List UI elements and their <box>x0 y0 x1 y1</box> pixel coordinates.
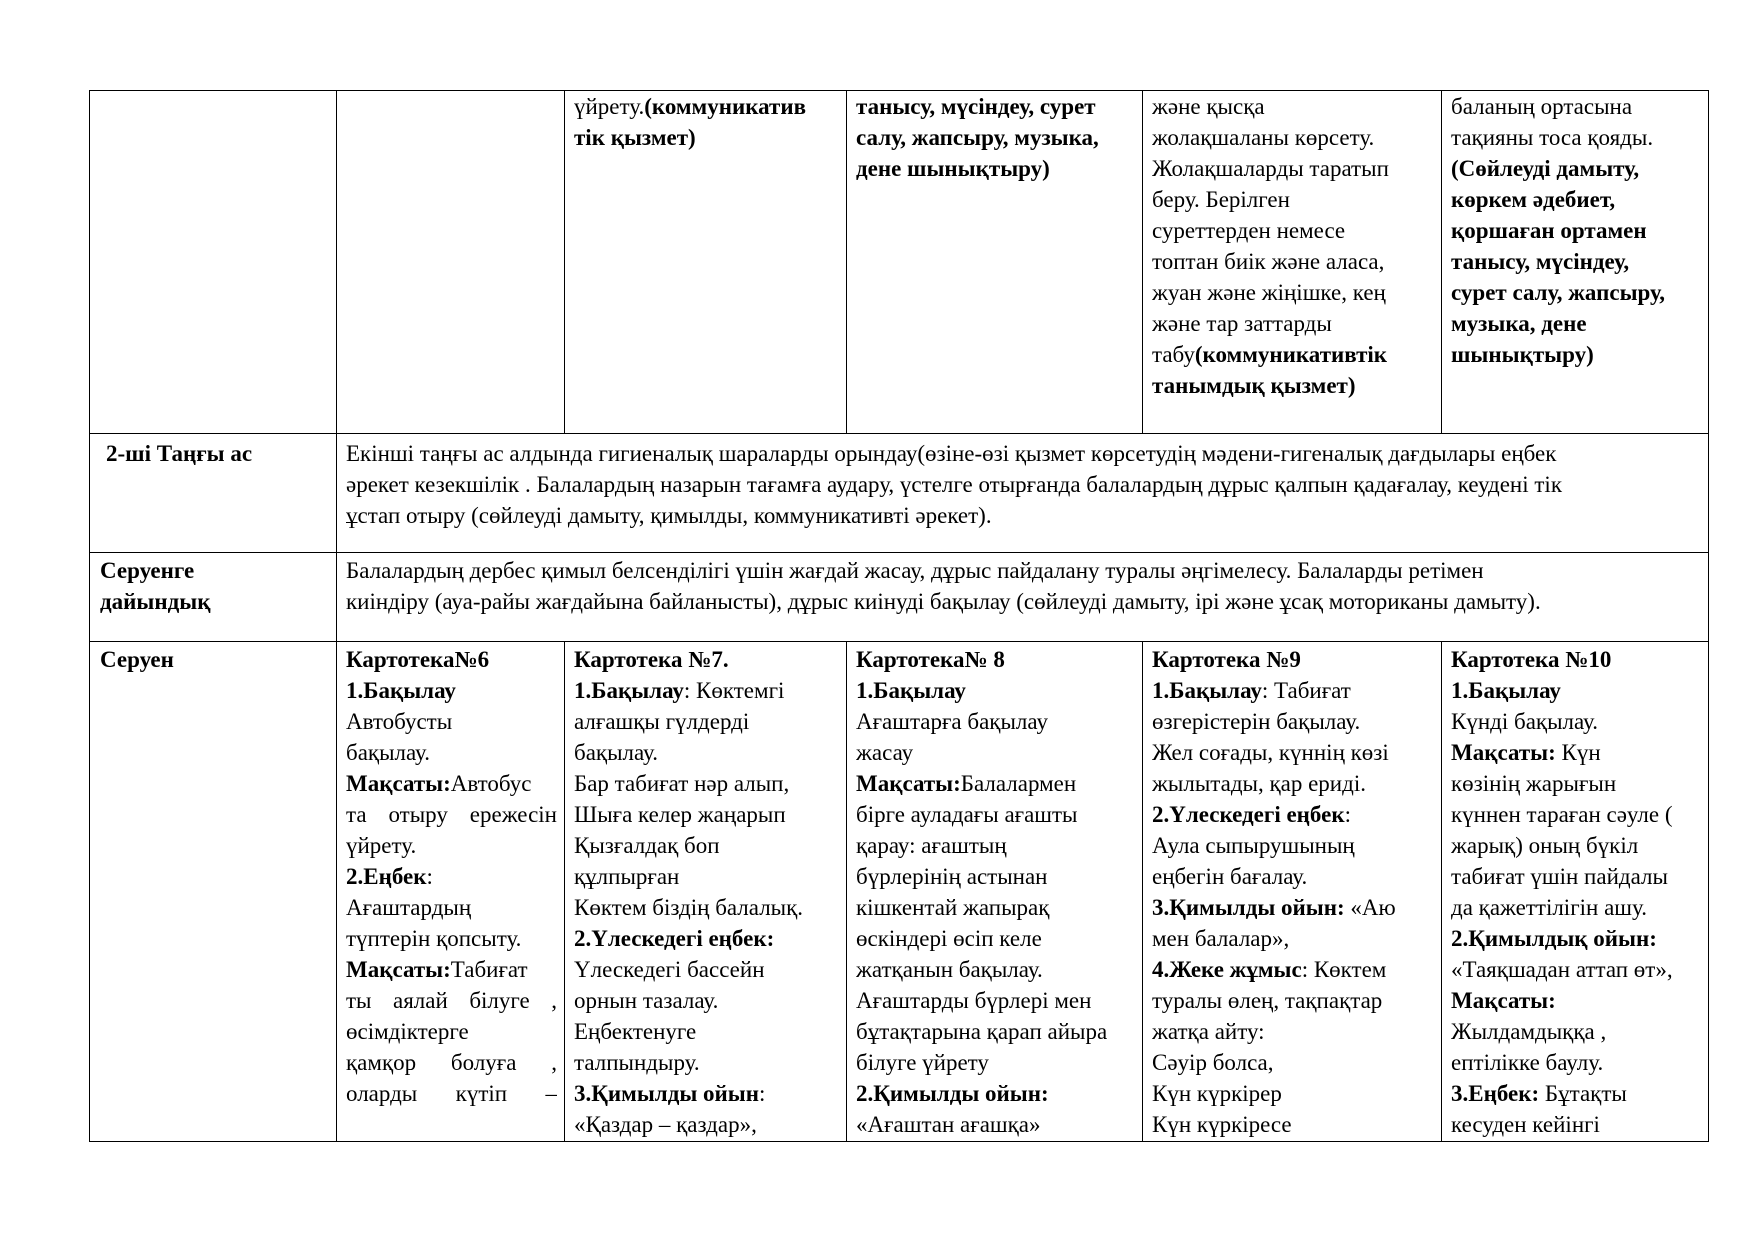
text-line <box>1451 706 1706 737</box>
text-line <box>346 923 557 954</box>
text-run: туралы өлең, тақпақтар <box>1152 988 1383 1013</box>
text-run: қарау: ағаштың <box>856 833 1007 858</box>
text-run: өскіндері өсіп келе <box>856 926 1042 951</box>
text-line <box>1152 644 1437 675</box>
text-line <box>1451 923 1706 954</box>
text-run: Жел соғады, күннің көзі <box>1152 740 1389 765</box>
text-run: Күн <box>1555 740 1601 765</box>
text-run: Күн күркірер <box>1152 1081 1282 1106</box>
text-run: Балалардың дербес қимыл белсенділігі үшін жағдай жасау, дұрыс пайдалану туралы әңгімелесу. Балаларды ретімен <box>346 558 1484 583</box>
text-run: жатқанын бақылау. <box>856 957 1043 982</box>
row1-col4-text <box>856 91 1139 431</box>
text-run: бүрлерінің астынан <box>856 864 1048 889</box>
text-run: талпындыру. <box>574 1050 700 1075</box>
bold-text: қоршаған ортамен <box>1451 218 1647 243</box>
text-line <box>856 706 1139 737</box>
text-line <box>346 1078 557 1109</box>
bold-text: Мақсаты: <box>1451 740 1556 765</box>
column-divider <box>1441 641 1442 1141</box>
text-run: өсімдіктерге <box>346 1019 469 1044</box>
text-line <box>1152 277 1437 308</box>
row-divider <box>90 433 1708 434</box>
text-run: Балалармен <box>960 771 1077 796</box>
text-line <box>346 586 1706 617</box>
text-line <box>574 954 839 985</box>
text-line <box>574 768 839 799</box>
bold-text: сурет салу, жапсыру, <box>1451 280 1665 305</box>
bold-text: танысу, мүсіндеу, сурет <box>856 94 1096 119</box>
text-line <box>1451 954 1706 985</box>
text-run: : <box>426 864 433 889</box>
text-line <box>574 830 839 861</box>
row-divider <box>90 552 1708 553</box>
text-run: құлпырған <box>574 864 680 889</box>
text-line <box>1451 277 1706 308</box>
text-line <box>346 555 1706 586</box>
text-line <box>346 954 557 985</box>
text-line <box>1152 308 1437 339</box>
text-line <box>1152 215 1437 246</box>
bold-text: 2.Қимылды ойын: <box>856 1081 1049 1106</box>
text-line <box>1152 706 1437 737</box>
text-run: еңбегін бағалау. <box>1152 864 1308 889</box>
text-run: Бұтақты <box>1539 1081 1627 1106</box>
text-line <box>1152 892 1437 923</box>
walk-label: Серуен <box>100 647 174 672</box>
second-breakfast-label: 2-ші Таңғы ас <box>106 441 253 466</box>
bold-text: салу, жапсыру, музыка, <box>856 125 1099 150</box>
walk-preparation-label-line: дайындық <box>100 589 211 614</box>
text-line <box>1152 122 1437 153</box>
column-divider <box>1142 91 1143 433</box>
text-run: орнын тазалау. <box>574 988 719 1013</box>
text-line <box>346 500 1706 531</box>
text-line <box>1152 799 1437 830</box>
text-run: суреттерден немесе <box>1152 218 1346 243</box>
text-line <box>1451 737 1706 768</box>
text-run: жарық) оның бүкіл <box>1451 833 1639 858</box>
bold-text: Мақсаты: <box>1451 988 1556 1013</box>
text-run: Бар табиғат нәр алып, <box>574 771 790 796</box>
text-line <box>856 861 1139 892</box>
text-line <box>856 644 1139 675</box>
text-line <box>1152 184 1437 215</box>
text-line <box>1451 1016 1706 1047</box>
text-run: Жолақшаларды таратып <box>1152 156 1389 181</box>
text-run: табиғат үшін пайдалы <box>1451 864 1668 889</box>
text-run: жасау <box>856 740 914 765</box>
text-line <box>1152 153 1437 184</box>
walk-card-8 <box>856 644 1139 1140</box>
text-run: көзінің жарығын <box>1451 771 1617 796</box>
row1-col6-text <box>1451 91 1706 431</box>
text-run: Шыға келер жаңарып <box>574 802 786 827</box>
text-line <box>1152 768 1437 799</box>
bold-text: 1.Бақылау <box>1152 678 1262 703</box>
text-run: мен балалар», <box>1152 926 1290 951</box>
walk-card-7 <box>574 644 839 1140</box>
text-run: : <box>759 1081 766 1106</box>
text-run: күннен тараған сәуле ( <box>1451 802 1673 827</box>
bold-text: Картотека №9 <box>1152 647 1301 672</box>
walk-card-9 <box>1152 644 1437 1140</box>
bold-text: танымдық қызмет) <box>1152 373 1356 398</box>
text-line <box>346 644 557 675</box>
bold-text: 1.Бақылау <box>574 678 684 703</box>
text-line <box>1152 370 1437 401</box>
bold-text: 3.Қимылды ойын: <box>1152 895 1345 920</box>
text-line <box>574 91 839 122</box>
text-run: : Көктем <box>1301 957 1387 982</box>
text-line <box>574 1047 839 1078</box>
text-line <box>856 954 1139 985</box>
text-run: Табиғат <box>450 957 528 982</box>
text-line <box>1451 1109 1706 1140</box>
text-line <box>856 737 1139 768</box>
walk-preparation-label-line: Серуенге <box>100 558 195 583</box>
text-line <box>1451 308 1706 339</box>
text-line <box>1152 91 1437 122</box>
text-run: «Қаздар – қаздар», <box>574 1112 757 1137</box>
text-run: ұстап отыру (сөйлеуді дамыту, қимылды, коммуникативті әрекет). <box>346 503 992 528</box>
text-run: Жылдамдыққа , <box>1451 1019 1607 1044</box>
text-run: Аула сыпырушының <box>1152 833 1355 858</box>
text-run: және тар заттарды <box>1152 311 1332 336</box>
bold-text: танысу, мүсіндеу, <box>1451 249 1630 274</box>
text-run: әрекет кезекшілік . Балалардың назарын тағамға аудару, үстелге отырғанда балалардың дұрыс қалпын қадағалау, кеудені тік <box>346 472 1562 497</box>
text-line <box>574 799 839 830</box>
text-run: бақылау. <box>574 740 659 765</box>
text-line <box>346 799 557 830</box>
bold-text: Мақсаты: <box>856 771 961 796</box>
text-run: Үлескедегі бассейн <box>574 957 765 982</box>
text-line <box>1451 985 1706 1016</box>
text-line <box>856 799 1139 830</box>
text-line <box>1451 246 1706 277</box>
text-run: Ағаштардың <box>346 895 472 920</box>
text-run: Еңбектенуге <box>574 1019 697 1044</box>
text-line <box>856 153 1139 184</box>
bold-text: музыка, дене <box>1451 311 1587 336</box>
bold-text: (коммуникативтік <box>1194 342 1388 367</box>
text-line <box>346 706 557 737</box>
text-line <box>1451 122 1706 153</box>
column-divider <box>564 91 565 433</box>
text-line <box>1451 768 1706 799</box>
text-run: табу <box>1152 342 1195 367</box>
text-run: оларды күтіп – <box>346 1081 557 1106</box>
bold-text: Картотека№6 <box>346 647 490 672</box>
column-divider <box>1142 641 1143 1141</box>
text-line <box>1451 799 1706 830</box>
bold-text: 3.Еңбек: <box>1451 1081 1540 1106</box>
text-line <box>346 469 1706 500</box>
bold-text: шынықтыру) <box>1451 342 1594 367</box>
text-run: бақылау. <box>346 740 431 765</box>
text-line <box>1451 1047 1706 1078</box>
walk-preparation-text <box>346 555 1706 639</box>
text-run: Ағаштарға бақылау <box>856 709 1048 734</box>
text-run: түптерін қопсыту. <box>346 926 522 951</box>
text-line <box>1152 861 1437 892</box>
text-run: жатқа айту: <box>1152 1019 1265 1044</box>
text-run: қамқор болуға , <box>346 1050 557 1075</box>
walk-card-6 <box>346 644 557 1140</box>
text-line <box>346 737 557 768</box>
bold-text: 1.Бақылау <box>346 678 456 703</box>
text-run: бұтақтарына қарап айыра <box>856 1019 1108 1044</box>
text-run: : Табиғат <box>1261 678 1351 703</box>
bold-text: 2.Үлескедегі еңбек <box>1152 802 1345 827</box>
text-line <box>346 985 557 1016</box>
text-run: Автобусты <box>346 709 453 734</box>
text-line <box>856 923 1139 954</box>
text-line <box>1152 954 1437 985</box>
text-line <box>1152 985 1437 1016</box>
text-run: да қажеттілігін ашу. <box>1451 895 1647 920</box>
bold-text: 2.Еңбек <box>346 864 427 889</box>
text-run: Күнді бақылау. <box>1451 709 1598 734</box>
text-line <box>346 768 557 799</box>
text-line <box>574 1109 839 1140</box>
text-line <box>856 1016 1139 1047</box>
text-run: «Аю <box>1344 895 1396 920</box>
text-run: Күн күркіресе <box>1152 1112 1292 1137</box>
row-divider <box>90 641 1708 642</box>
bold-text: (Сөйлеуді дамыту, <box>1451 156 1640 181</box>
text-line <box>856 1109 1139 1140</box>
text-line <box>574 1016 839 1047</box>
text-line <box>1451 91 1706 122</box>
text-line <box>856 1047 1139 1078</box>
walk-preparation-label <box>100 555 330 617</box>
text-line <box>346 675 557 706</box>
text-run: Екінші таңғы ас алдында гигиеналық шараларды орындау(өзіне-өзі қызмет көрсетудің мәдени-гигеналық дағдылары еңбек <box>346 441 1557 466</box>
text-line <box>856 985 1139 1016</box>
text-run: жолақшаланы көрсету. <box>1152 125 1375 150</box>
text-line <box>346 438 1706 469</box>
text-line <box>574 122 839 153</box>
column-divider <box>846 91 847 433</box>
text-line <box>1451 892 1706 923</box>
bold-text: көркем әдебиет, <box>1451 187 1616 212</box>
walk-card-10 <box>1451 644 1706 1140</box>
text-line <box>1451 675 1706 706</box>
text-line <box>1451 644 1706 675</box>
text-line <box>1152 737 1437 768</box>
bold-text: 3.Қимылды ойын <box>574 1081 760 1106</box>
text-run: Қызғалдақ боп <box>574 833 720 858</box>
text-run: ептілікке баулу. <box>1451 1050 1604 1075</box>
text-line <box>574 985 839 1016</box>
text-line <box>574 644 839 675</box>
column-divider <box>336 91 337 1141</box>
bold-text: 2.Үлескедегі еңбек: <box>574 926 775 951</box>
text-run: топтан биік және аласа, <box>1152 249 1385 274</box>
text-line <box>346 861 557 892</box>
text-line <box>574 892 839 923</box>
text-line <box>1451 1078 1706 1109</box>
text-run: : Көктемгі <box>683 678 785 703</box>
text-line <box>1152 339 1437 370</box>
text-line <box>856 892 1139 923</box>
text-run: ты аялай білуге , <box>346 988 557 1013</box>
bold-text: Картотека №7. <box>574 647 729 672</box>
text-line <box>856 675 1139 706</box>
text-line <box>346 1047 557 1078</box>
text-line <box>1451 339 1706 370</box>
row1-col5-text <box>1152 91 1437 431</box>
text-run: бірге ауладағы ағашты <box>856 802 1078 827</box>
bold-text: (коммуникатив <box>644 94 807 119</box>
text-line <box>1451 184 1706 215</box>
second-breakfast-text <box>346 438 1706 550</box>
text-run: білуге үйрету <box>856 1050 989 1075</box>
text-run: баланың ортасына <box>1451 94 1633 119</box>
text-line <box>574 737 839 768</box>
text-run: кішкентай жапырақ <box>856 895 1050 920</box>
schedule-table <box>89 90 1709 1142</box>
text-line <box>346 892 557 923</box>
text-line <box>346 830 557 861</box>
text-run: та отыру ережесін <box>346 802 557 827</box>
text-run: алғашқы гүлдерді <box>574 709 750 734</box>
text-line <box>1451 153 1706 184</box>
column-divider <box>564 641 565 1141</box>
bold-text: 4.Жеке жұмыс <box>1152 957 1302 982</box>
bold-text: дене шынықтыру) <box>856 156 1050 181</box>
text-run: Ағаштарды бүрлері мен <box>856 988 1092 1013</box>
text-line <box>574 675 839 706</box>
bold-text: Картотека №10 <box>1451 647 1612 672</box>
text-run: : <box>1344 802 1351 827</box>
text-line <box>1152 1078 1437 1109</box>
text-run: беру. Берілген <box>1152 187 1290 212</box>
bold-text: Картотека№ 8 <box>856 647 1005 672</box>
text-line <box>856 768 1139 799</box>
bold-text: Мақсаты: <box>346 957 451 982</box>
text-run: өзгерістерін бақылау. <box>1152 709 1361 734</box>
text-run: жылытады, қар ериді. <box>1152 771 1366 796</box>
text-line <box>1152 246 1437 277</box>
text-line <box>574 861 839 892</box>
text-run: және қысқа <box>1152 94 1265 119</box>
text-line <box>574 923 839 954</box>
text-run: «Ағаштан ағашқа» <box>856 1112 1041 1137</box>
text-run: жуан және жіңішке, кең <box>1152 280 1386 305</box>
text-line <box>1451 830 1706 861</box>
text-line <box>1152 1047 1437 1078</box>
text-line <box>1152 1109 1437 1140</box>
bold-text: 1.Бақылау <box>856 678 966 703</box>
text-line <box>856 122 1139 153</box>
text-run: үйрету. <box>346 833 417 858</box>
bold-text: 2.Қимылдық ойын: <box>1451 926 1657 951</box>
text-line <box>574 706 839 737</box>
text-run: Сәуір болса, <box>1152 1050 1274 1075</box>
text-line <box>856 830 1139 861</box>
text-line <box>1152 830 1437 861</box>
text-line <box>856 91 1139 122</box>
text-run: Көктем біздің балалық. <box>574 895 804 920</box>
text-line <box>1152 1016 1437 1047</box>
text-run: тақияны тоса қояды. <box>1451 125 1654 150</box>
text-line <box>856 1078 1139 1109</box>
bold-text: 1.Бақылау <box>1451 678 1561 703</box>
bold-text: Мақсаты: <box>346 771 451 796</box>
text-line <box>1451 861 1706 892</box>
text-run: «Таяқшадан аттап өт», <box>1451 957 1673 982</box>
row1-col3-text <box>574 91 839 431</box>
text-run: үйрету. <box>574 94 645 119</box>
column-divider <box>846 641 847 1141</box>
text-line <box>1451 215 1706 246</box>
bold-text: тік қызмет) <box>574 125 696 150</box>
column-divider <box>1441 91 1442 433</box>
text-line <box>1152 675 1437 706</box>
text-line <box>1152 923 1437 954</box>
text-line <box>346 1016 557 1047</box>
text-run: Автобус <box>450 771 532 796</box>
text-run: киіндіру (ауа-райы жағдайына байланысты), дұрыс киінуді бақылау (сөйлеуді дамыту, ірі және ұсақ моториканы дамыту). <box>346 589 1541 614</box>
text-line <box>574 1078 839 1109</box>
text-run: кесуден кейінгі <box>1451 1112 1600 1137</box>
